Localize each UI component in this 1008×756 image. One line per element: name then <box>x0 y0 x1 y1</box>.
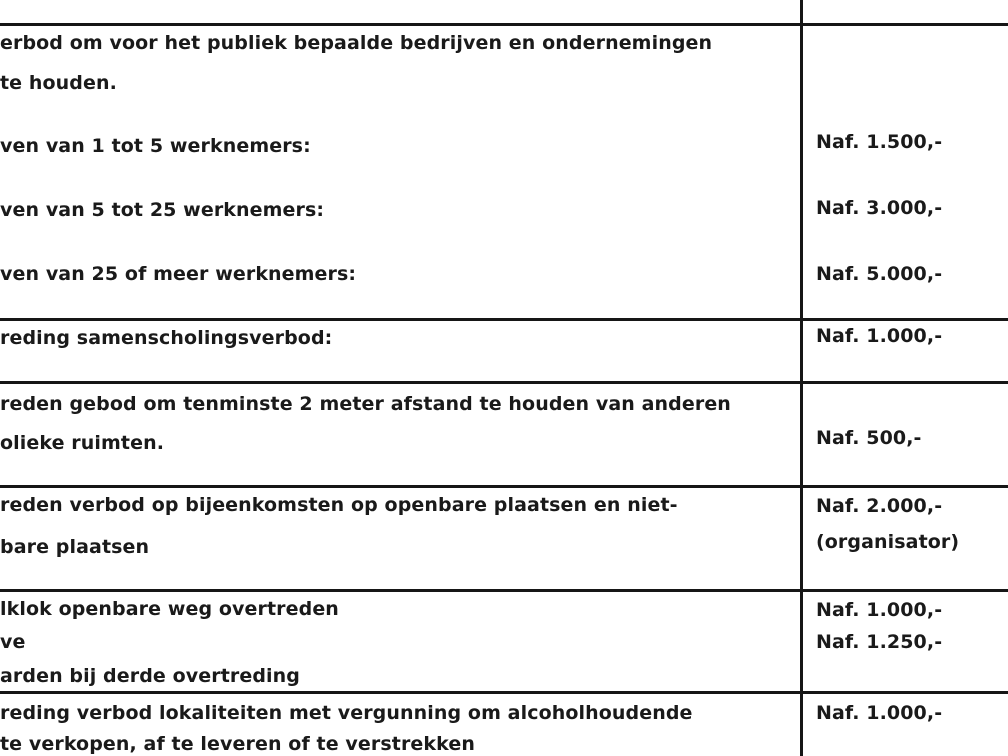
offense-text: ven van 5 tot 25 werknemers: <box>0 199 325 221</box>
fine-amount: Naf. 5.000,- <box>816 263 943 285</box>
offense-text: te verkopen, af te leveren of te verstrekken <box>0 733 475 755</box>
offense-text: ve <box>0 631 26 653</box>
fine-amount: Naf. 1.000,- <box>816 325 943 347</box>
offense-text: ven van 25 of meer werknemers: <box>0 263 357 285</box>
fine-amount: Naf. 500,- <box>816 427 922 449</box>
fine-amount: Naf. 1.000,- <box>816 599 943 621</box>
offense-text: olieke ruimten. <box>0 432 165 454</box>
row-divider <box>0 691 1008 694</box>
column-divider <box>800 0 803 756</box>
offense-text: ven van 1 tot 5 werknemers: <box>0 135 311 157</box>
offense-text: reden verbod op bijeenkomsten op openbare plaatsen en niet- <box>0 494 678 516</box>
offense-text: bare plaatsen <box>0 536 150 558</box>
fine-amount: Naf. 1.250,- <box>816 631 943 653</box>
row-divider <box>0 381 1008 384</box>
offense-text: reden gebod om tenminste 2 meter afstand te houden van anderen <box>0 393 731 415</box>
offense-text: erbod om voor het publiek bepaalde bedrijven en ondernemingen <box>0 32 713 54</box>
row-divider <box>0 589 1008 592</box>
offense-text: reding verbod lokaliteiten met vergunning om alcoholhoudende <box>0 702 693 724</box>
offense-text: reding samenscholingsverbod: <box>0 327 333 349</box>
fine-amount: Naf. 2.000,- <box>816 495 943 517</box>
fine-amount: Naf. 1.500,- <box>816 131 943 153</box>
row-divider <box>0 318 1008 321</box>
fine-amount: Naf. 3.000,- <box>816 197 943 219</box>
offense-text: lklok openbare weg overtreden <box>0 598 339 620</box>
row-divider <box>0 485 1008 488</box>
fine-amount: Naf. 1.000,- <box>816 702 943 724</box>
offense-text: arden bij derde overtreding <box>0 665 300 687</box>
fine-note: (organisator) <box>816 531 960 553</box>
row-divider <box>0 23 1008 26</box>
offense-text: te houden. <box>0 72 117 94</box>
